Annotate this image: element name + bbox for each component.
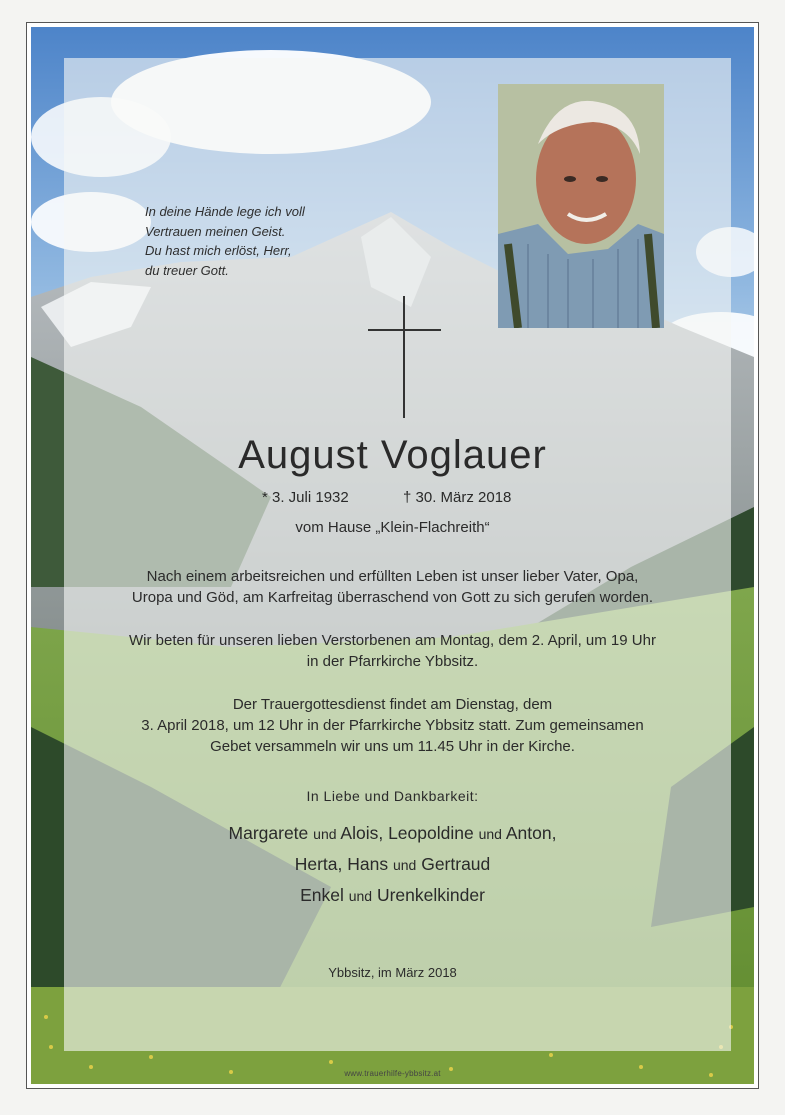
mourner-name: Enkel [300,885,344,905]
death-date: † 30. März 2018 [403,489,512,506]
paragraph-line: in der Pfarrkirche Ybbsitz. [306,653,479,670]
verse-line: Du hast mich erlöst, Herr, [145,243,292,258]
closing-text: In Liebe und Dankbarkeit: [306,788,479,804]
announcement-paragraph [60,566,725,608]
mourner-name: Herta, Hans [294,854,389,874]
paragraph-line: 3. April 2018, um 12 Uhr in der Pfarrkirche Ybbsitz statt. Zum gemeinsamen [141,717,644,734]
mourner-name: Gertraud [421,854,491,874]
cross-icon [368,296,441,418]
mourners-line [60,849,725,880]
deceased-name: August Voglauer [238,433,547,477]
conjunction: und [478,826,502,842]
paragraph-line: Gebet versammeln wir uns um 11.45 Uhr in der Kirche. [210,738,575,755]
conjunction: und [313,826,337,842]
house-line: vom Hause „Klein-Flachreith“ [295,519,490,536]
paragraph-line: Wir beten für unseren lieben Verstorbenen am Montag, dem 2. April, um 19 Uhr [129,632,656,649]
house-name [60,517,725,538]
paragraph-line: Uropa und Göd, am Karfreitag überraschend von Gott zu sich gerufen worden. [131,589,654,606]
place-and-date: Ybbsitz, im März 2018 [328,965,457,980]
mourner-name: Urenkelkinder [376,885,485,905]
website-link[interactable]: www.trauerhilfe-ybbsitz.at [344,1069,441,1078]
mourner-name: Anton, [505,823,557,843]
verse-line: In deine Hände lege ich voll [145,204,305,219]
portrait-photo [498,84,664,328]
mourners-list [60,818,725,911]
closing-line [60,786,725,807]
mourner-name: Alois, Leopoldine [340,823,474,843]
conjunction: und [348,888,373,904]
prayer-paragraph [60,630,725,672]
mourners-line [60,880,725,911]
mourners-line [60,818,725,849]
verse-line: du treuer Gott. [145,262,229,278]
verse-line: Vertrauen meinen Geist. [145,223,286,239]
conjunction: und [392,857,417,873]
mourner-name: Margarete [228,823,309,843]
paragraph-line: Der Trauergottesdienst findet am Dienstag, dem [232,696,553,713]
paragraph-line: Nach einem arbeitsreichen und erfüllten Leben ist unser lieber Vater, Opa, [146,568,639,585]
bible-verse [145,202,375,280]
service-paragraph [60,694,725,757]
birth-date: * 3. Juli 1932 [262,489,349,506]
